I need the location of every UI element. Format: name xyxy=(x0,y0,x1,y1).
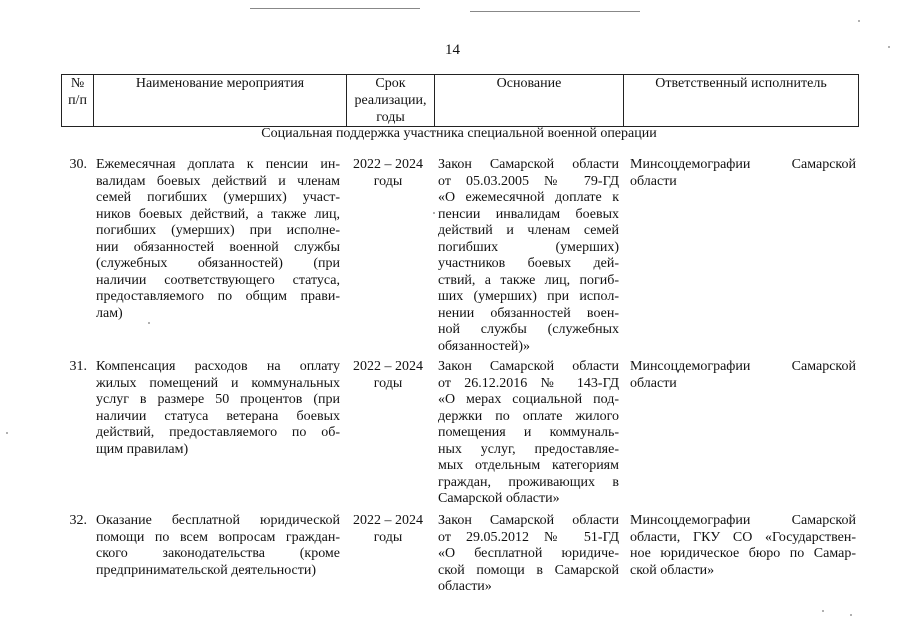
header-term: Срок реализации, годы xyxy=(347,75,435,127)
legal-basis-line: держки по оплате жилого xyxy=(438,408,619,424)
measure-name-line: погибших (умерших) при исполне- xyxy=(96,223,340,238)
measure-name-line: предпринимательской деятельности) xyxy=(96,562,317,578)
responsible-executor xyxy=(630,157,856,190)
row-number: 30. xyxy=(69,157,87,172)
scan-line xyxy=(470,11,640,12)
legal-basis-line: Закон Самарской области xyxy=(438,359,619,374)
responsible-executor-line: Минсоцдемографии Самарской xyxy=(630,359,856,374)
legal-basis-line: «О бесплатной юридиче- xyxy=(438,546,619,561)
measure-name-line: услуг в размере 50 процентов (при xyxy=(96,392,340,407)
responsible-executor xyxy=(630,359,856,392)
implementation-term-line: 2022 – 2024 xyxy=(353,157,423,172)
measure-name-line: Оказание бесплатной юридической xyxy=(96,513,340,528)
scan-line xyxy=(250,8,420,9)
legal-basis-line: области» xyxy=(438,579,492,594)
responsible-executor-line: области, ГКУ СО «Государствен- xyxy=(630,529,856,545)
scan-speck xyxy=(850,614,852,616)
measure-name-line: лам) xyxy=(96,305,123,321)
legal-basis xyxy=(438,157,619,355)
header-responsible: Ответственный исполнитель xyxy=(624,75,859,127)
legal-basis-line: от 29.05.2012 № 51-ГД xyxy=(438,529,619,545)
measure-name xyxy=(96,513,340,579)
implementation-term-line: годы xyxy=(373,375,403,391)
measure-name-line: наличии соответствующего статуса, xyxy=(96,272,340,288)
measure-name-line: нии обязанностей военной службы xyxy=(96,239,340,255)
legal-basis-line: от 26.12.2016 № 143-ГД xyxy=(438,375,619,391)
measure-name-line: наличии статуса ветерана боевых xyxy=(96,408,340,424)
scan-speck xyxy=(822,610,824,612)
page-number: 14 xyxy=(445,42,460,58)
responsible-executor-line: области xyxy=(630,173,677,189)
legal-basis-line: мых отдельным категориям xyxy=(438,458,619,473)
legal-basis-line: действий и членам семей xyxy=(438,223,619,238)
measure-name-line: Компенсация расходов на оплату xyxy=(96,359,340,374)
implementation-term-line: годы xyxy=(373,173,403,189)
legal-basis-line: обязанностей)» xyxy=(438,338,530,354)
scan-speck xyxy=(6,432,8,434)
responsible-executor-line: ное юридическое бюро по Самар- xyxy=(630,546,856,561)
legal-basis xyxy=(438,359,619,508)
measure-name-line: жилых помещений и коммунальных xyxy=(96,375,340,391)
implementation-term-line: 2022 – 2024 xyxy=(353,359,423,374)
responsible-executor-line: Минсоцдемографии Самарской xyxy=(630,513,856,528)
legal-basis-line: «О мерах социальной под- xyxy=(438,392,619,407)
legal-basis-line: ших (умерших) при испол- xyxy=(438,289,619,304)
section-title: Социальная поддержка участника специальной военной операции xyxy=(261,126,657,141)
legal-basis-line: погибших (умерших) xyxy=(438,239,619,255)
legal-basis-line: ствий, а также лиц, погиб- xyxy=(438,272,619,288)
legal-basis-line: ных услуг, предоставляе- xyxy=(438,441,619,457)
responsible-executor-line: ской области» xyxy=(630,562,715,578)
implementation-term-line: годы xyxy=(373,529,403,545)
measure-name xyxy=(96,157,340,322)
measure-name-line: валидам боевых действий и членам xyxy=(96,173,340,189)
row-number: 31. xyxy=(69,359,87,374)
legal-basis-line: Закон Самарской области xyxy=(438,157,619,172)
responsible-executor xyxy=(630,513,856,579)
scan-speck xyxy=(433,212,435,214)
measure-name-line: (служебных обязанностей) (при xyxy=(96,256,340,271)
table-header xyxy=(61,74,859,127)
implementation-term-line: 2022 – 2024 xyxy=(353,513,423,528)
measure-name-line: предоставляемого по общим прави- xyxy=(96,289,340,304)
measure-name-line: семей погибших (умерших) участ- xyxy=(96,190,340,205)
scan-speck xyxy=(858,20,860,22)
legal-basis-line: Закон Самарской области xyxy=(438,513,619,528)
header-basis: Основание xyxy=(435,75,624,127)
legal-basis-line: помещения и коммуналь- xyxy=(438,425,619,440)
legal-basis-line: от 05.03.2005 № 79-ГД xyxy=(438,173,619,189)
measure-name-line: действий, предоставляемого по об- xyxy=(96,425,340,440)
legal-basis-line: Самарской области» xyxy=(438,491,560,506)
legal-basis-line: пенсии инвалидам боевых xyxy=(438,206,619,222)
legal-basis-line: ской помощи в Самарской xyxy=(438,562,619,578)
measure-name-line: щим правилам) xyxy=(96,441,189,457)
legal-basis-line: граждан, проживающих в xyxy=(438,474,619,490)
legal-basis-line: «О ежемесячной доплате к xyxy=(438,190,619,205)
measure-name xyxy=(96,359,340,458)
measure-name-line: Ежемесячная доплата к пенсии ин- xyxy=(96,157,340,172)
row-number: 32. xyxy=(69,513,87,528)
implementation-term xyxy=(345,513,431,546)
legal-basis-line: нении обязанностей воен- xyxy=(438,305,619,321)
header-name: Наименование мероприятия xyxy=(94,75,347,127)
legal-basis-line: ной службы (служебных xyxy=(438,322,619,337)
measure-name-line: ского законодательства (кроме xyxy=(96,546,340,561)
implementation-term xyxy=(345,359,431,392)
legal-basis xyxy=(438,513,619,596)
header-num: № п/п xyxy=(62,75,94,127)
scan-speck xyxy=(148,322,150,324)
responsible-executor-line: Минсоцдемографии Самарской xyxy=(630,157,856,172)
measure-name-line: помощи по всем вопросам граждан- xyxy=(96,529,340,545)
responsible-executor-line: области xyxy=(630,375,677,391)
measure-name-line: ников боевых действий, а также лиц, xyxy=(96,206,340,222)
implementation-term xyxy=(345,157,431,190)
legal-basis-line: участников боевых дей- xyxy=(438,256,619,271)
